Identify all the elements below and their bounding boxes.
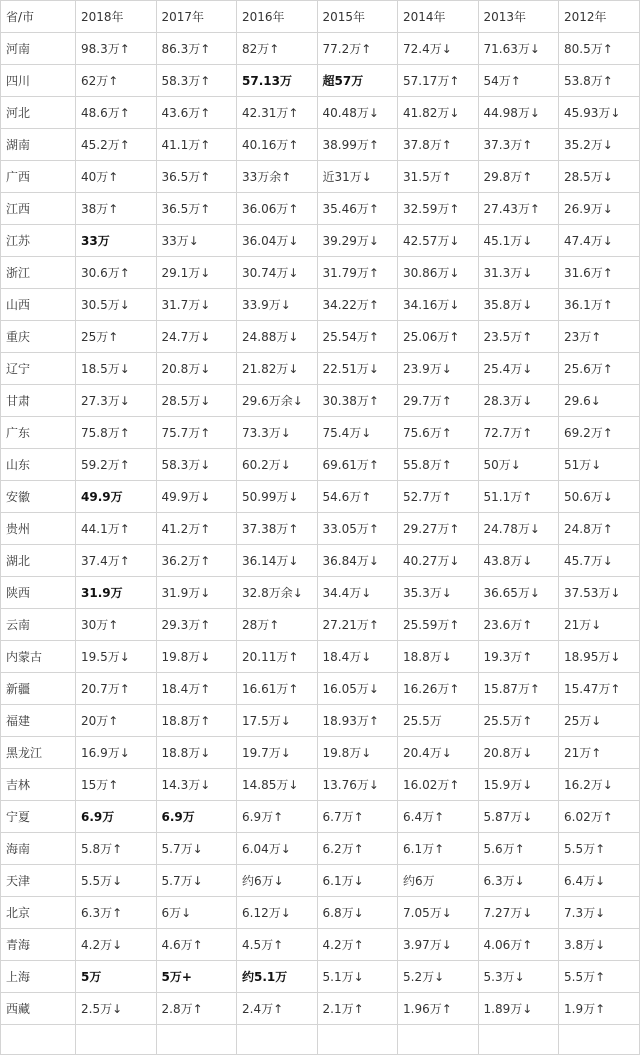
value-cell: 2.8万↑	[156, 993, 237, 1025]
value-cell: 20.8万↓	[156, 353, 237, 385]
table-row	[1, 961, 640, 993]
value-cell: 18.4万↑	[156, 673, 237, 705]
province-cell: 宁夏	[1, 801, 76, 833]
province-cell: 重庆	[1, 321, 76, 353]
value-cell: 6.2万↑	[317, 833, 398, 865]
value-cell: 16.61万↑	[237, 673, 318, 705]
value-cell: 34.16万↓	[398, 289, 479, 321]
value-cell: 3.8万↓	[559, 929, 640, 961]
value-cell: 6.1万↑	[398, 833, 479, 865]
province-cell: 江西	[1, 193, 76, 225]
value-cell: 72.4万↓	[398, 33, 479, 65]
value-cell: 36.04万↓	[237, 225, 318, 257]
value-cell: 2.5万↓	[76, 993, 157, 1025]
value-cell: 20万↑	[76, 705, 157, 737]
value-cell: 约6万↓	[237, 865, 318, 897]
value-cell: 25.06万↑	[398, 321, 479, 353]
value-cell: 5.2万↓	[398, 961, 479, 993]
value-cell: 26.9万↓	[559, 193, 640, 225]
province-cell: 上海	[1, 961, 76, 993]
value-cell: 15.87万↑	[478, 673, 559, 705]
value-cell: 19.7万↓	[237, 737, 318, 769]
value-cell: 86.3万↑	[156, 33, 237, 65]
value-cell: 6.3万↑	[76, 897, 157, 929]
value-cell: 36.5万↑	[156, 193, 237, 225]
value-cell: 40.16万↑	[237, 129, 318, 161]
value-cell: 5.5万↑	[559, 961, 640, 993]
value-cell: 6.8万↓	[317, 897, 398, 929]
province-cell: 内蒙古	[1, 641, 76, 673]
value-cell: 37.4万↑	[76, 545, 157, 577]
value-cell: 5.87万↓	[478, 801, 559, 833]
province-cell: 河北	[1, 97, 76, 129]
value-cell: 3.97万↓	[398, 929, 479, 961]
province-cell: 福建	[1, 705, 76, 737]
value-cell: 17.5万↓	[237, 705, 318, 737]
value-cell: 28.5万↓	[156, 385, 237, 417]
province-cell: 广西	[1, 161, 76, 193]
value-cell: 80.5万↑	[559, 33, 640, 65]
value-cell: 28.5万↓	[559, 161, 640, 193]
table-row	[1, 929, 640, 961]
value-cell: 20.7万↑	[76, 673, 157, 705]
table-row	[1, 321, 640, 353]
value-cell: 23.5万↑	[478, 321, 559, 353]
value-cell: 19.8万↓	[317, 737, 398, 769]
province-cell: 西藏	[1, 993, 76, 1025]
value-cell: 6.9万↑	[237, 801, 318, 833]
value-cell: 47.4万↓	[559, 225, 640, 257]
table-row	[1, 33, 640, 65]
value-cell: 58.3万↑	[156, 65, 237, 97]
table-row	[1, 769, 640, 801]
value-cell: 30.38万↑	[317, 385, 398, 417]
value-cell: 14.3万↓	[156, 769, 237, 801]
province-cell: 广东	[1, 417, 76, 449]
province-cell: 江苏	[1, 225, 76, 257]
value-cell: 41.1万↑	[156, 129, 237, 161]
table-row	[1, 417, 640, 449]
province-cell: 河南	[1, 33, 76, 65]
table-row	[1, 129, 640, 161]
value-cell: 25万↑	[76, 321, 157, 353]
value-cell: 近31万↓	[317, 161, 398, 193]
table-row	[1, 385, 640, 417]
value-cell: 75.4万↓	[317, 417, 398, 449]
value-cell: 33.9万↓	[237, 289, 318, 321]
value-cell: 43.8万↓	[478, 545, 559, 577]
value-cell: 52.7万↑	[398, 481, 479, 513]
value-cell: 30万↑	[76, 609, 157, 641]
value-cell: 98.3万↑	[76, 33, 157, 65]
value-cell: 21.82万↓	[237, 353, 318, 385]
value-cell: 73.3万↓	[237, 417, 318, 449]
value-cell: 75.8万↑	[76, 417, 157, 449]
empty-cell	[237, 1025, 318, 1055]
value-cell: 48.6万↑	[76, 97, 157, 129]
value-cell: 16.2万↓	[559, 769, 640, 801]
value-cell: 5.1万↓	[317, 961, 398, 993]
header-year: 2014年	[398, 1, 479, 33]
value-cell: 19.8万↓	[156, 641, 237, 673]
value-cell: 51.1万↑	[478, 481, 559, 513]
value-cell: 37.38万↑	[237, 513, 318, 545]
value-cell: 7.05万↓	[398, 897, 479, 929]
value-cell: 29.27万↑	[398, 513, 479, 545]
value-cell: 4.5万↑	[237, 929, 318, 961]
table-row	[1, 193, 640, 225]
empty-row	[1, 1025, 640, 1055]
value-cell: 35.2万↓	[559, 129, 640, 161]
value-cell: 25.5万	[398, 705, 479, 737]
province-cell: 湖南	[1, 129, 76, 161]
value-cell: 20.11万↑	[237, 641, 318, 673]
value-cell: 71.63万↓	[478, 33, 559, 65]
header-province: 省/市	[1, 1, 76, 33]
value-cell: 2.1万↑	[317, 993, 398, 1025]
province-cell: 青海	[1, 929, 76, 961]
value-cell: 5.6万↑	[478, 833, 559, 865]
value-cell: 40.48万↓	[317, 97, 398, 129]
table-row	[1, 257, 640, 289]
value-cell: 25.5万↑	[478, 705, 559, 737]
value-cell: 20.4万↓	[398, 737, 479, 769]
header-year: 2013年	[478, 1, 559, 33]
value-cell: 42.57万↓	[398, 225, 479, 257]
value-cell: 4.06万↑	[478, 929, 559, 961]
value-cell: 36.1万↑	[559, 289, 640, 321]
value-cell: 34.22万↑	[317, 289, 398, 321]
value-cell: 6.9万	[76, 801, 157, 833]
province-cell: 安徽	[1, 481, 76, 513]
value-cell: 4.2万↑	[317, 929, 398, 961]
table-row	[1, 353, 640, 385]
value-cell: 60.2万↓	[237, 449, 318, 481]
value-cell: 72.7万↑	[478, 417, 559, 449]
value-cell: 32.8万余↓	[237, 577, 318, 609]
province-cell: 辽宁	[1, 353, 76, 385]
empty-cell	[156, 1025, 237, 1055]
table-row	[1, 673, 640, 705]
value-cell: 27.21万↑	[317, 609, 398, 641]
value-cell: 6.04万↓	[237, 833, 318, 865]
value-cell: 31.5万↑	[398, 161, 479, 193]
value-cell: 54.6万↑	[317, 481, 398, 513]
value-cell: 77.2万↑	[317, 33, 398, 65]
value-cell: 1.89万↓	[478, 993, 559, 1025]
value-cell: 14.85万↓	[237, 769, 318, 801]
value-cell: 6.9万	[156, 801, 237, 833]
value-cell: 18.8万↓	[398, 641, 479, 673]
value-cell: 6.4万↑	[398, 801, 479, 833]
value-cell: 43.6万↑	[156, 97, 237, 129]
value-cell: 5.7万↓	[156, 833, 237, 865]
empty-cell	[1, 1025, 76, 1055]
value-cell: 51万↓	[559, 449, 640, 481]
value-cell: 22.51万↓	[317, 353, 398, 385]
value-cell: 18.5万↓	[76, 353, 157, 385]
value-cell: 36.5万↑	[156, 161, 237, 193]
value-cell: 23.9万↓	[398, 353, 479, 385]
province-cell: 吉林	[1, 769, 76, 801]
value-cell: 40万↑	[76, 161, 157, 193]
value-cell: 50.99万↓	[237, 481, 318, 513]
header-year: 2018年	[76, 1, 157, 33]
value-cell: 超57万	[317, 65, 398, 97]
value-cell: 5.3万↓	[478, 961, 559, 993]
value-cell: 7.3万↓	[559, 897, 640, 929]
value-cell: 30.74万↓	[237, 257, 318, 289]
value-cell: 15.9万↓	[478, 769, 559, 801]
value-cell: 25.59万↑	[398, 609, 479, 641]
value-cell: 32.59万↑	[398, 193, 479, 225]
table-row	[1, 481, 640, 513]
table-row	[1, 833, 640, 865]
value-cell: 13.76万↓	[317, 769, 398, 801]
value-cell: 50万↓	[478, 449, 559, 481]
empty-cell	[559, 1025, 640, 1055]
province-cell: 北京	[1, 897, 76, 929]
value-cell: 75.7万↑	[156, 417, 237, 449]
value-cell: 45.1万↓	[478, 225, 559, 257]
province-cell: 湖北	[1, 545, 76, 577]
value-cell: 2.4万↑	[237, 993, 318, 1025]
table-row	[1, 225, 640, 257]
table-row	[1, 609, 640, 641]
value-cell: 41.82万↓	[398, 97, 479, 129]
value-cell: 21万↑	[559, 737, 640, 769]
value-cell: 24.88万↓	[237, 321, 318, 353]
value-cell: 38.99万↑	[317, 129, 398, 161]
province-cell: 贵州	[1, 513, 76, 545]
province-cell: 陕西	[1, 577, 76, 609]
value-cell: 24.8万↑	[559, 513, 640, 545]
value-cell: 53.8万↑	[559, 65, 640, 97]
value-cell: 33万↓	[156, 225, 237, 257]
province-cell: 海南	[1, 833, 76, 865]
value-cell: 5万	[76, 961, 157, 993]
value-cell: 5.5万↓	[76, 865, 157, 897]
value-cell: 30.6万↑	[76, 257, 157, 289]
empty-cell	[478, 1025, 559, 1055]
value-cell: 69.2万↑	[559, 417, 640, 449]
value-cell: 24.7万↓	[156, 321, 237, 353]
table-row	[1, 897, 640, 929]
province-cell: 浙江	[1, 257, 76, 289]
header-row	[1, 1, 640, 33]
value-cell: 33万	[76, 225, 157, 257]
value-cell: 约5.1万	[237, 961, 318, 993]
value-cell: 29.3万↑	[156, 609, 237, 641]
value-cell: 33万余↑	[237, 161, 318, 193]
value-cell: 16.9万↓	[76, 737, 157, 769]
value-cell: 36.84万↓	[317, 545, 398, 577]
value-cell: 23.6万↑	[478, 609, 559, 641]
table-row	[1, 289, 640, 321]
value-cell: 62万↑	[76, 65, 157, 97]
value-cell: 36.2万↑	[156, 545, 237, 577]
value-cell: 6.4万↓	[559, 865, 640, 897]
value-cell: 29.6↓	[559, 385, 640, 417]
value-cell: 6.7万↑	[317, 801, 398, 833]
value-cell: 59.2万↑	[76, 449, 157, 481]
value-cell: 6.3万↓	[478, 865, 559, 897]
value-cell: 4.2万↓	[76, 929, 157, 961]
table-row	[1, 641, 640, 673]
empty-cell	[398, 1025, 479, 1055]
value-cell: 18.93万↑	[317, 705, 398, 737]
value-cell: 37.53万↓	[559, 577, 640, 609]
value-cell: 18.95万↓	[559, 641, 640, 673]
empty-cell	[76, 1025, 157, 1055]
table-row	[1, 545, 640, 577]
value-cell: 36.14万↓	[237, 545, 318, 577]
value-cell: 31.6万↑	[559, 257, 640, 289]
value-cell: 6.12万↓	[237, 897, 318, 929]
province-cell: 云南	[1, 609, 76, 641]
value-cell: 49.9万	[76, 481, 157, 513]
table-row	[1, 513, 640, 545]
header-year: 2015年	[317, 1, 398, 33]
header-year: 2017年	[156, 1, 237, 33]
value-cell: 5.7万↓	[156, 865, 237, 897]
value-cell: 35.3万↓	[398, 577, 479, 609]
value-cell: 33.05万↑	[317, 513, 398, 545]
table-row	[1, 161, 640, 193]
value-cell: 38万↑	[76, 193, 157, 225]
header-year: 2016年	[237, 1, 318, 33]
value-cell: 28.3万↓	[478, 385, 559, 417]
value-cell: 31.9万↓	[156, 577, 237, 609]
value-cell: 30.5万↓	[76, 289, 157, 321]
table-row	[1, 65, 640, 97]
value-cell: 15.47万↑	[559, 673, 640, 705]
value-cell: 30.86万↓	[398, 257, 479, 289]
value-cell: 19.3万↑	[478, 641, 559, 673]
value-cell: 6.02万↑	[559, 801, 640, 833]
value-cell: 5.5万↑	[559, 833, 640, 865]
province-cell: 山东	[1, 449, 76, 481]
value-cell: 50.6万↓	[559, 481, 640, 513]
table-row	[1, 737, 640, 769]
table-row	[1, 801, 640, 833]
value-cell: 39.29万↓	[317, 225, 398, 257]
table-row	[1, 97, 640, 129]
value-cell: 40.27万↓	[398, 545, 479, 577]
value-cell: 4.6万↑	[156, 929, 237, 961]
value-cell: 15万↑	[76, 769, 157, 801]
province-cell: 山西	[1, 289, 76, 321]
value-cell: 45.2万↑	[76, 129, 157, 161]
value-cell: 27.43万↑	[478, 193, 559, 225]
value-cell: 29.1万↓	[156, 257, 237, 289]
value-cell: 约6万	[398, 865, 479, 897]
value-cell: 1.96万↑	[398, 993, 479, 1025]
value-cell: 1.9万↑	[559, 993, 640, 1025]
value-cell: 42.31万↑	[237, 97, 318, 129]
value-cell: 35.46万↑	[317, 193, 398, 225]
value-cell: 29.8万↑	[478, 161, 559, 193]
value-cell: 37.8万↑	[398, 129, 479, 161]
table-row	[1, 449, 640, 481]
value-cell: 45.7万↓	[559, 545, 640, 577]
value-cell: 18.8万↑	[156, 705, 237, 737]
value-cell: 27.3万↓	[76, 385, 157, 417]
table-row	[1, 865, 640, 897]
province-cell: 天津	[1, 865, 76, 897]
value-cell: 5万+	[156, 961, 237, 993]
value-cell: 44.1万↑	[76, 513, 157, 545]
value-cell: 7.27万↓	[478, 897, 559, 929]
province-cell: 四川	[1, 65, 76, 97]
value-cell: 19.5万↓	[76, 641, 157, 673]
value-cell: 57.17万↑	[398, 65, 479, 97]
value-cell: 75.6万↑	[398, 417, 479, 449]
table-body	[1, 33, 640, 1055]
value-cell: 31.79万↑	[317, 257, 398, 289]
value-cell: 29.7万↑	[398, 385, 479, 417]
value-cell: 37.3万↑	[478, 129, 559, 161]
header-year: 2012年	[559, 1, 640, 33]
value-cell: 23万↑	[559, 321, 640, 353]
value-cell: 6万↓	[156, 897, 237, 929]
value-cell: 20.8万↓	[478, 737, 559, 769]
value-cell: 44.98万↓	[478, 97, 559, 129]
value-cell: 35.8万↓	[478, 289, 559, 321]
value-cell: 16.05万↓	[317, 673, 398, 705]
value-cell: 41.2万↑	[156, 513, 237, 545]
province-cell: 黑龙江	[1, 737, 76, 769]
value-cell: 24.78万↓	[478, 513, 559, 545]
value-cell: 36.65万↓	[478, 577, 559, 609]
value-cell: 34.4万↓	[317, 577, 398, 609]
value-cell: 25万↓	[559, 705, 640, 737]
value-cell: 16.26万↑	[398, 673, 479, 705]
value-cell: 45.93万↓	[559, 97, 640, 129]
value-cell: 82万↑	[237, 33, 318, 65]
value-cell: 5.8万↑	[76, 833, 157, 865]
value-cell: 58.3万↓	[156, 449, 237, 481]
value-cell: 54万↑	[478, 65, 559, 97]
value-cell: 25.6万↑	[559, 353, 640, 385]
empty-cell	[317, 1025, 398, 1055]
value-cell: 25.4万↓	[478, 353, 559, 385]
value-cell: 31.3万↓	[478, 257, 559, 289]
value-cell: 31.7万↓	[156, 289, 237, 321]
table-row	[1, 705, 640, 737]
value-cell: 28万↑	[237, 609, 318, 641]
value-cell: 55.8万↑	[398, 449, 479, 481]
value-cell: 49.9万↓	[156, 481, 237, 513]
province-cell: 新疆	[1, 673, 76, 705]
province-cell: 甘肃	[1, 385, 76, 417]
value-cell: 29.6万余↓	[237, 385, 318, 417]
value-cell: 57.13万	[237, 65, 318, 97]
value-cell: 31.9万	[76, 577, 157, 609]
value-cell: 69.61万↑	[317, 449, 398, 481]
table-row	[1, 993, 640, 1025]
value-cell: 25.54万↑	[317, 321, 398, 353]
value-cell: 36.06万↑	[237, 193, 318, 225]
value-cell: 16.02万↑	[398, 769, 479, 801]
value-cell: 6.1万↓	[317, 865, 398, 897]
value-cell: 18.8万↓	[156, 737, 237, 769]
value-cell: 21万↓	[559, 609, 640, 641]
table-row	[1, 577, 640, 609]
value-cell: 18.4万↓	[317, 641, 398, 673]
